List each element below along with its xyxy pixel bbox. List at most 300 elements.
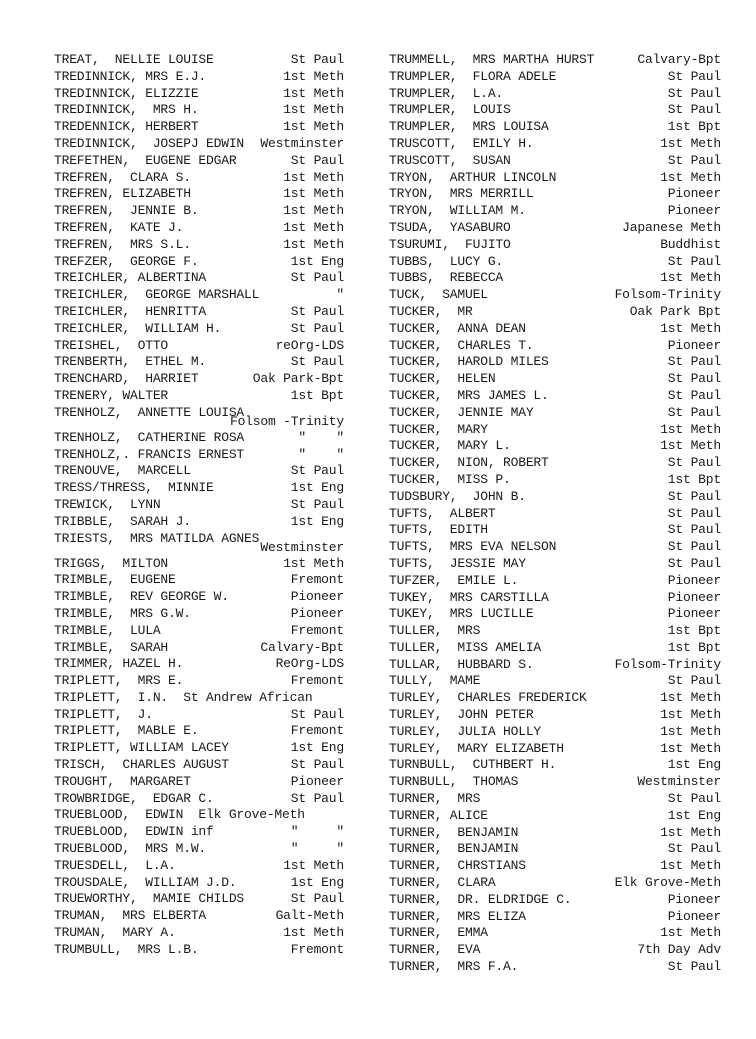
entry-name: TRENOUVE, MARCELL <box>54 463 191 479</box>
entry-name: TUFTS, ALBERT <box>389 505 496 521</box>
directory-entry <box>389 858 721 875</box>
entry-name: TRENHOLZ,. FRANCIS ERNEST <box>54 446 245 462</box>
entry-church: 1st Eng <box>290 513 344 529</box>
entry-church: 1st Meth <box>660 858 721 874</box>
entry-church: St Paul <box>290 320 344 336</box>
entry-name: TREDINNICK, MRS E.J. <box>54 68 207 84</box>
entry-name: TROWBRIDGE, EDGAR C. <box>54 790 214 806</box>
entry-church: Elk Grove-Meth <box>614 875 721 891</box>
entry-name: TRYON, WILLIAM M. <box>389 203 526 219</box>
entry-church: St Paul <box>667 404 721 420</box>
directory-entry <box>54 791 344 808</box>
directory-entry <box>54 623 344 640</box>
directory-entry <box>389 522 721 539</box>
entry-church: 7th Day Adv <box>637 942 721 958</box>
entry-name: TREDENNICK, HERBERT <box>54 119 199 135</box>
entry-name: TROUSDALE, WILLIAM J.D. <box>54 874 237 890</box>
directory-entry <box>389 959 721 976</box>
entry-name: TUBBS, LUCY G. <box>389 253 504 269</box>
directory-entry <box>389 673 721 690</box>
entry-name: TRUEBLOOD, EDWIN inf <box>54 824 214 840</box>
directory-entry <box>54 875 344 892</box>
entry-name: TREFREN, MRS S.L. <box>54 236 191 252</box>
entry-name: TRUMPLER, LOUIS <box>389 102 511 118</box>
entry-name: TREICHLER, ALBERTINA <box>54 270 207 286</box>
directory-entry <box>389 657 721 674</box>
entry-church: 1st Meth <box>660 135 721 151</box>
entry-church: 1st Meth <box>283 85 344 101</box>
entry-name: TRUMPLER, FLORA ADELE <box>389 68 557 84</box>
entry-church: 1st Meth <box>660 740 721 756</box>
directory-entry <box>389 321 721 338</box>
entry-name: TRIPLETT, WILLIAM LACEY <box>54 740 229 756</box>
entry-name: TULLER, MISS AMELIA <box>389 639 542 655</box>
directory-entry <box>389 153 721 170</box>
entry-church: reOrg-LDS <box>275 337 344 353</box>
entry-church: St Paul <box>290 790 344 806</box>
entry-name: TURNER, MRS <box>389 791 481 807</box>
entry-church: " " <box>298 429 344 445</box>
entry-name: TREFREN, KATE J. <box>54 219 184 235</box>
entry-name: TUCKER, NION, ROBERT <box>389 455 549 471</box>
entry-name: TRUMAN, MRS ELBERTA <box>54 908 207 924</box>
entry-name: TUFTS, MRS EVA NELSON <box>389 539 557 555</box>
entry-church: Buddhist <box>660 236 721 252</box>
directory-entry <box>389 472 721 489</box>
entry-church: 1st Meth <box>283 169 344 185</box>
entry-church: 1st Meth <box>283 219 344 235</box>
entry-church: St Paul <box>290 463 344 479</box>
entry-church: Fremont <box>290 941 344 957</box>
directory-entry <box>389 556 721 573</box>
entry-church: 1st Meth <box>283 236 344 252</box>
entry-name: TRISCH, CHARLES AUGUST <box>54 757 229 773</box>
directory-entry <box>54 690 344 707</box>
directory-entry <box>54 405 344 430</box>
entry-church: 1st Meth <box>660 320 721 336</box>
entry-church: Pioneer <box>667 891 721 907</box>
entry-name: TURNBULL, CUTHBERT H. <box>389 757 557 773</box>
entry-church: Pioneer <box>667 203 721 219</box>
entry-church: 1st Eng <box>667 757 721 773</box>
directory-entry <box>389 606 721 623</box>
directory-entry <box>54 220 344 237</box>
directory-entry <box>54 572 344 589</box>
entry-name: TURNER, EVA <box>389 942 481 958</box>
directory-entry <box>54 640 344 657</box>
directory-entry <box>54 707 344 724</box>
directory-entry <box>54 102 344 119</box>
directory-entry <box>54 354 344 371</box>
entry-church: St Paul <box>667 102 721 118</box>
directory-entry <box>389 438 721 455</box>
directory-entry <box>54 656 344 673</box>
entry-church: 1st Meth <box>660 169 721 185</box>
directory-entry <box>54 371 344 388</box>
entry-name: TULLAR, HUBBARD S. <box>389 656 534 672</box>
entry-church: " " <box>298 446 344 462</box>
entry-name: TURNER, MRS ELIZA <box>389 908 526 924</box>
directory-entry <box>389 757 721 774</box>
directory-entry <box>389 455 721 472</box>
entry-church: 1st Meth <box>283 186 344 202</box>
entry-name: TREICHLER, WILLIAM H. <box>54 320 222 336</box>
directory-entry <box>54 531 344 556</box>
entry-church: Pioneer <box>290 589 344 605</box>
entry-church: 1st Meth <box>660 723 721 739</box>
directory-entry <box>54 86 344 103</box>
entry-church: 1st Eng <box>290 874 344 890</box>
entry-name: TUCKER, MISS P. <box>389 471 511 487</box>
entry-name: TRUEBLOOD, MRS M.W. <box>54 841 207 857</box>
entry-church: Oak Park Bpt <box>629 303 721 319</box>
entry-church: St Paul <box>290 891 344 907</box>
entry-name: TURNER, CLARA <box>389 875 496 891</box>
entry-church: St Paul <box>667 959 721 975</box>
entry-name: TRUMPLER, L.A. <box>389 85 504 101</box>
left-column <box>54 52 344 959</box>
entry-church: 1st Meth <box>283 203 344 219</box>
entry-church: Galt-Meth <box>275 908 344 924</box>
directory-entry <box>389 388 721 405</box>
directory-entry <box>54 774 344 791</box>
entry-church: St Paul <box>290 152 344 168</box>
entry-name: TRIMMER, HAZEL H. <box>54 656 184 672</box>
directory-entry <box>389 270 721 287</box>
entry-name: TSUDA, YASABURO <box>389 219 511 235</box>
entry-church: St Paul <box>667 522 721 538</box>
entry-name: TUFTS, JESSIE MAY <box>389 555 526 571</box>
entry-name: TRENCHARD, HARRIET <box>54 371 199 387</box>
entry-name: TURLEY, MARY ELIZABETH <box>389 740 564 756</box>
entry-name: TREFREN, JENNIE B. <box>54 203 199 219</box>
entry-name: TREDINNICK, MRS H. <box>54 102 199 118</box>
directory-entry <box>389 925 721 942</box>
directory-entry <box>389 86 721 103</box>
directory-entry <box>389 774 721 791</box>
directory-entry <box>54 556 344 573</box>
entry-church: 1st Meth <box>283 102 344 118</box>
entry-name: TRIPLETT, I.N. St Andrew African <box>54 689 313 705</box>
entry-name: TREICHLER, HENRITTA <box>54 303 207 319</box>
entry-name: TRUMBULL, MRS L.B. <box>54 941 199 957</box>
entry-name: TURLEY, CHARLES FREDERICK <box>389 690 587 706</box>
entry-name: TRIMBLE, MRS G.W. <box>54 605 191 621</box>
directory-entry <box>54 203 344 220</box>
directory-entry <box>389 371 721 388</box>
entry-name: TRUEWORTHY, MAMIE CHILDS <box>54 891 245 907</box>
entry-name: TRIPLETT, MRS E. <box>54 673 184 689</box>
entry-church: ReOrg-LDS <box>275 656 344 672</box>
entry-church: 1st Meth <box>283 119 344 135</box>
entry-name: TREDINNICK, ELIZZIE <box>54 85 199 101</box>
entry-church: 1st Bpt <box>667 119 721 135</box>
directory-entry <box>389 405 721 422</box>
entry-name: TUCKER, ANNA DEAN <box>389 320 526 336</box>
entry-name: TULLY, MAME <box>389 673 481 689</box>
entry-church: 1st Bpt <box>667 623 721 639</box>
entry-church: Fremont <box>290 673 344 689</box>
entry-church: St Paul <box>290 757 344 773</box>
entry-church: Oak Park-Bpt <box>252 371 344 387</box>
directory-entry <box>389 909 721 926</box>
directory-entry <box>54 136 344 153</box>
entry-name: TREWICK, LYNN <box>54 496 161 512</box>
entry-church: St Paul <box>667 68 721 84</box>
directory-entry <box>54 606 344 623</box>
directory-entry <box>389 304 721 321</box>
entry-name: TRYON, MRS MERRILL <box>389 186 534 202</box>
entry-name: TRIMBLE, SARAH <box>54 639 169 655</box>
entry-church: 1st Meth <box>660 270 721 286</box>
entry-church: St Paul <box>290 303 344 319</box>
entry-name: TREICHLER, GEORGE MARSHALL <box>54 287 260 303</box>
directory-entry <box>389 170 721 187</box>
entry-name: TURNER, MRS F.A. <box>389 959 519 975</box>
directory-entry <box>389 741 721 758</box>
entry-church: Fremont <box>290 572 344 588</box>
directory-entry <box>54 589 344 606</box>
directory-entry <box>54 321 344 338</box>
entry-name: TREAT, NELLIE LOUISE <box>54 52 214 67</box>
directory-entry <box>389 573 721 590</box>
entry-church: Pioneer <box>667 186 721 202</box>
directory-entry <box>389 825 721 842</box>
directory-entry <box>54 388 344 405</box>
directory-entry <box>54 287 344 304</box>
entry-name: TRENHOLZ, ANNETTE LOUISA <box>54 404 245 420</box>
directory-entry <box>54 824 344 841</box>
entry-name: TUCKER, HAROLD MILES <box>389 354 549 370</box>
entry-church: Japanese Meth <box>622 219 721 235</box>
entry-name: TRENBERTH, ETHEL M. <box>54 354 207 370</box>
entry-name: TREFREN, ELIZABETH <box>54 186 191 202</box>
directory-entry <box>54 908 344 925</box>
directory-entry <box>54 52 344 69</box>
entry-church: Pioneer <box>290 605 344 621</box>
directory-entry <box>389 539 721 556</box>
entry-church: 1st Meth <box>660 690 721 706</box>
entry-name: TURNER, EMMA <box>389 925 488 941</box>
entry-name: TREFZER, GEORGE F. <box>54 253 199 269</box>
entry-name: TRESS/THRESS, MINNIE <box>54 480 214 496</box>
directory-entry <box>54 447 344 464</box>
directory-entry <box>54 69 344 86</box>
entry-church: 1st Eng <box>290 253 344 269</box>
entry-church: Pioneer <box>667 337 721 353</box>
directory-entry <box>389 942 721 959</box>
right-column <box>389 52 721 976</box>
directory-entry <box>54 237 344 254</box>
entry-name: TRIESTS, MRS MATILDA AGNES <box>54 530 260 546</box>
directory-entry <box>389 52 721 69</box>
directory-entry <box>389 119 721 136</box>
entry-name: TREFREN, CLARA S. <box>54 169 191 185</box>
entry-name: TRUMPLER, MRS LOUISA <box>389 119 549 135</box>
directory-entry <box>389 186 721 203</box>
entry-church: St Paul <box>667 488 721 504</box>
entry-name: TUBBS, REBECCA <box>389 270 504 286</box>
entry-name: TURNER, BENJAMIN <box>389 824 519 840</box>
directory-entry <box>389 707 721 724</box>
entry-name: TUCK, SAMUEL <box>389 287 488 303</box>
directory-entry <box>389 808 721 825</box>
entry-church: St Paul <box>667 387 721 403</box>
entry-church: St Paul <box>290 354 344 370</box>
entry-name: TRUMMELL, MRS MARTHA HURST <box>389 52 595 67</box>
entry-name: TRIMBLE, EUGENE <box>54 572 176 588</box>
directory-entry <box>389 724 721 741</box>
entry-name: TUCKER, MARY L. <box>389 438 511 454</box>
entry-name: TURNBULL, THOMAS <box>389 774 519 790</box>
entry-church: St Paul <box>667 152 721 168</box>
entry-church: 1st Bpt <box>290 387 344 403</box>
entry-church: Folsom-Trinity <box>614 656 721 672</box>
entry-church: Folsom -Trinity <box>229 413 344 429</box>
entry-church: St Paul <box>667 673 721 689</box>
entry-name: TUCKER, MRS JAMES L. <box>389 387 549 403</box>
directory-entry <box>389 69 721 86</box>
entry-church: 1st Meth <box>660 925 721 941</box>
entry-church: Folsom-Trinity <box>614 287 721 303</box>
entry-name: TRIGGS, MILTON <box>54 555 169 571</box>
entry-church: St Paul <box>667 455 721 471</box>
directory-entry <box>54 338 344 355</box>
entry-church: 1st Meth <box>283 555 344 571</box>
entry-church: Pioneer <box>667 606 721 622</box>
directory-entry <box>389 220 721 237</box>
directory-entry <box>389 690 721 707</box>
directory-entry <box>389 590 721 607</box>
entry-church: Westminster <box>637 774 721 790</box>
directory-entry <box>54 119 344 136</box>
entry-name: TURLEY, JULIA HOLLY <box>389 723 542 739</box>
entry-church: 1st Meth <box>660 707 721 723</box>
directory-entry <box>54 270 344 287</box>
directory-entry <box>389 102 721 119</box>
directory-entry <box>389 237 721 254</box>
entry-name: TUKEY, MRS LUCILLE <box>389 606 534 622</box>
entry-church: St Paul <box>667 371 721 387</box>
entry-church: 1st Bpt <box>667 471 721 487</box>
entry-name: TUFZER, EMILE L. <box>389 572 519 588</box>
entry-church: St Paul <box>667 85 721 101</box>
entry-church: " <box>336 287 344 303</box>
entry-name: TRUESDELL, L.A. <box>54 857 176 873</box>
entry-church: St Paul <box>290 496 344 512</box>
entry-church: 1st Meth <box>660 421 721 437</box>
directory-entry <box>389 203 721 220</box>
directory-entry <box>389 841 721 858</box>
entry-name: TUCKER, MR <box>389 303 473 319</box>
directory-entry <box>389 136 721 153</box>
directory-entry <box>389 287 721 304</box>
entry-name: TRYON, ARTHUR LINCOLN <box>389 169 557 185</box>
entry-name: TRENHOLZ, CATHERINE ROSA <box>54 429 245 445</box>
entry-church: 1st Meth <box>283 857 344 873</box>
entry-church: Westminster <box>260 539 344 555</box>
entry-church: St Paul <box>290 706 344 722</box>
entry-name: TSURUMI, FUJITO <box>389 236 511 252</box>
entry-name: TURNER, ALICE <box>389 807 488 823</box>
entry-name: TRIBBLE, SARAH J. <box>54 513 191 529</box>
entry-name: TROUGHT, MARGARET <box>54 773 191 789</box>
entry-name: TREISHEL, OTTO <box>54 337 169 353</box>
entry-name: TRIPLETT, J. <box>54 706 153 722</box>
entry-name: TRUSCOTT, SUSAN <box>389 152 511 168</box>
directory-entry <box>54 480 344 497</box>
entry-name: TRENERY, WALTER <box>54 387 169 403</box>
directory-entry <box>54 497 344 514</box>
entry-church: St Paul <box>290 52 344 67</box>
entry-name: TURNER, DR. ELDRIDGE C. <box>389 891 572 907</box>
entry-church: St Paul <box>290 270 344 286</box>
entry-name: TRUMAN, MARY A. <box>54 925 176 941</box>
directory-entry <box>54 673 344 690</box>
directory-entry <box>54 891 344 908</box>
entry-name: TURNER, CHRSTIANS <box>389 858 526 874</box>
entry-church: St Paul <box>667 505 721 521</box>
entry-church: Calvary-Bpt <box>637 52 721 67</box>
entry-church: 1st Meth <box>660 438 721 454</box>
directory-entry <box>54 186 344 203</box>
directory-entry <box>54 723 344 740</box>
entry-church: Calvary-Bpt <box>260 639 344 655</box>
entry-name: TUCKER, JENNIE MAY <box>389 404 534 420</box>
entry-church: St Paul <box>667 791 721 807</box>
entry-name: TUDSBURY, JOHN B. <box>389 488 526 504</box>
entry-church: St Paul <box>667 354 721 370</box>
entry-church: Westminster <box>260 135 344 151</box>
entry-name: TURLEY, JOHN PETER <box>389 707 534 723</box>
directory-entry <box>389 338 721 355</box>
entry-church: 1st Eng <box>290 740 344 756</box>
directory-entry <box>54 740 344 757</box>
entry-name: TURNER, BENJAMIN <box>389 841 519 857</box>
entry-name: TREDINNICK, JOSEPJ EDWIN <box>54 135 245 151</box>
directory-entry <box>54 304 344 321</box>
entry-church: St Paul <box>667 253 721 269</box>
entry-church: 1st Bpt <box>667 639 721 655</box>
entry-church: Pioneer <box>290 773 344 789</box>
entry-name: TUCKER, HELEN <box>389 371 496 387</box>
entry-name: TRUSCOTT, EMILY H. <box>389 135 534 151</box>
entry-church: 1st Meth <box>283 925 344 941</box>
directory-entry <box>54 757 344 774</box>
entry-church: 1st Meth <box>283 68 344 84</box>
entry-church: St Paul <box>667 841 721 857</box>
directory-entry <box>54 430 344 447</box>
directory-entry <box>389 489 721 506</box>
entry-name: TRIPLETT, MABLE E. <box>54 723 199 739</box>
directory-entry <box>54 170 344 187</box>
directory-entry <box>54 254 344 271</box>
entry-church: 1st Meth <box>660 824 721 840</box>
entry-church: Pioneer <box>667 908 721 924</box>
directory-entry <box>389 892 721 909</box>
directory-entry <box>54 463 344 480</box>
entry-name: TUCKER, MARY <box>389 421 488 437</box>
directory-entry <box>54 841 344 858</box>
entry-church: " " <box>290 841 344 857</box>
directory-entry <box>54 807 344 824</box>
directory-entry <box>389 623 721 640</box>
entry-church: " " <box>290 824 344 840</box>
directory-entry <box>54 514 344 531</box>
entry-name: TREFETHEN, EUGENE EDGAR <box>54 152 237 168</box>
entry-name: TULLER, MRS <box>389 623 481 639</box>
directory-entry <box>54 942 344 959</box>
